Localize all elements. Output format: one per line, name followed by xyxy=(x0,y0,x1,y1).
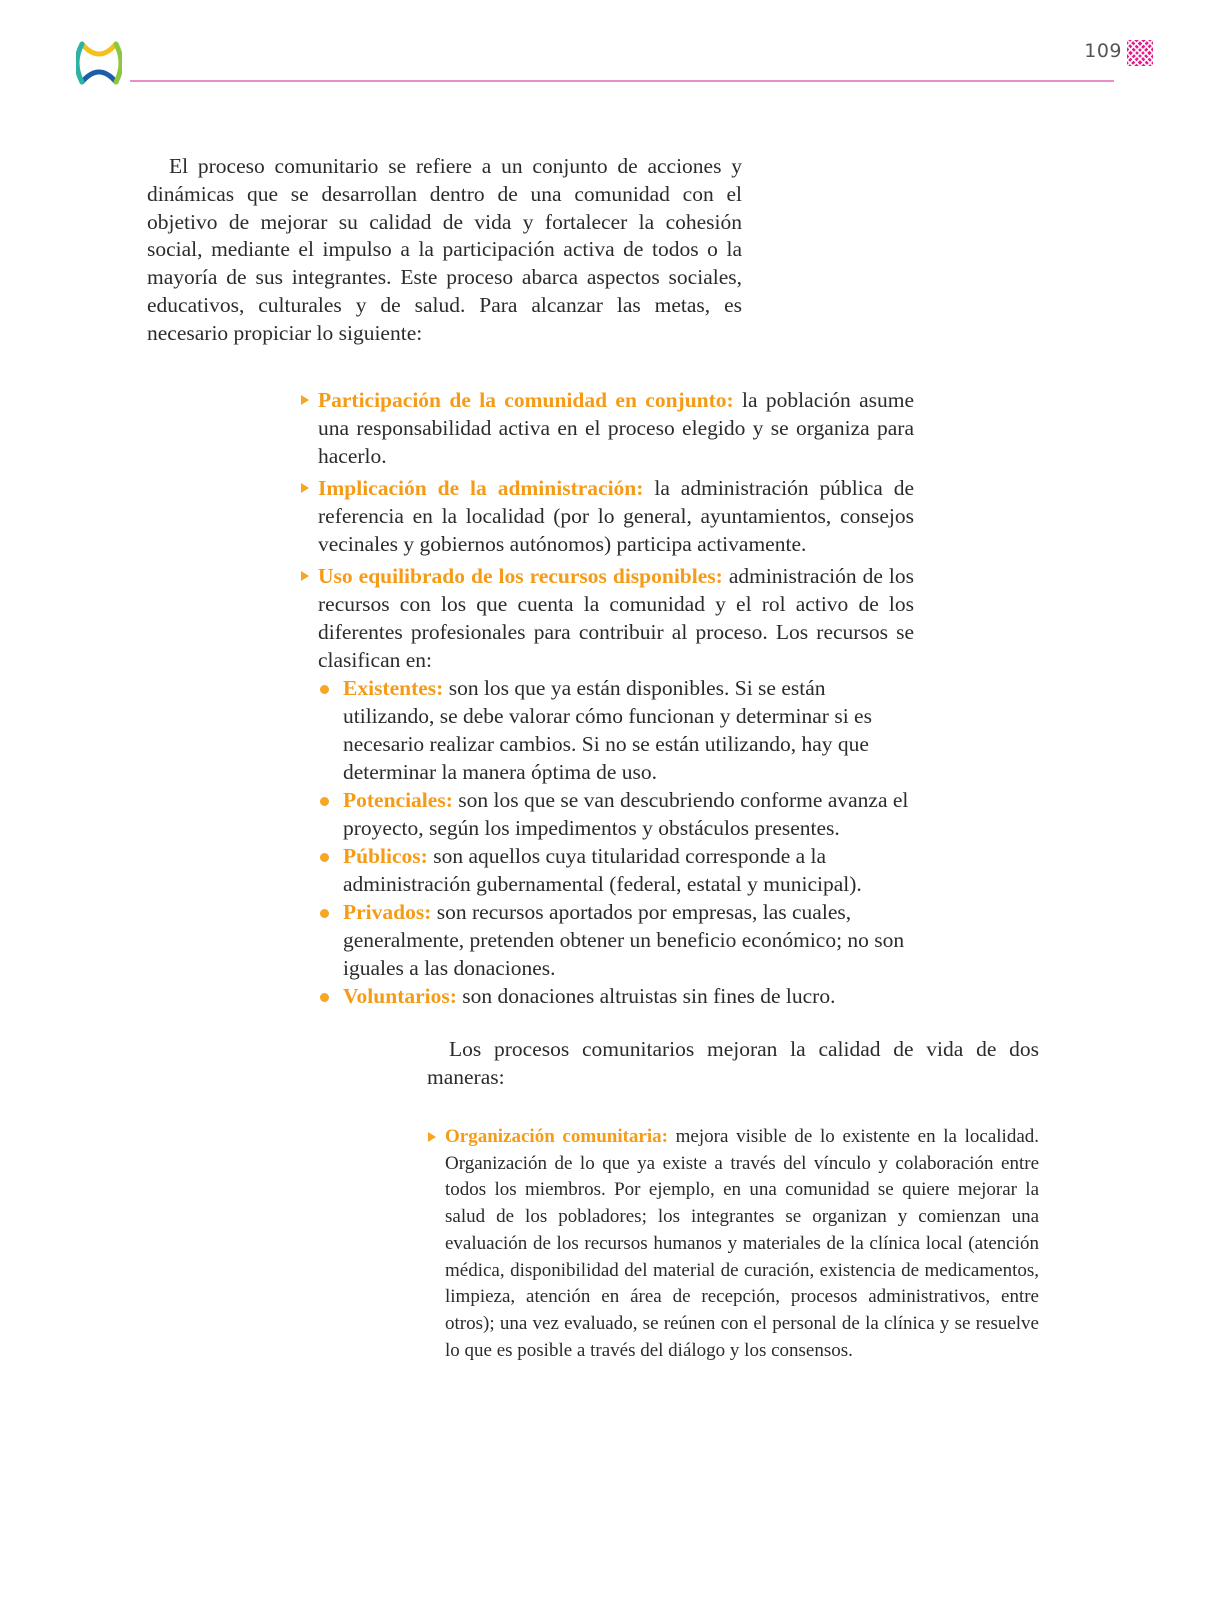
item-term: Públicos: xyxy=(343,844,428,868)
list-item xyxy=(300,562,914,1010)
resources-list xyxy=(318,674,914,1010)
triangle-bullet-icon xyxy=(428,1132,436,1142)
list-item xyxy=(318,898,914,982)
list-item xyxy=(318,786,914,842)
item-term: Implicación de la administración: xyxy=(318,476,644,500)
item-term: Uso equilibrado de los recursos disponibles: xyxy=(318,564,723,588)
item-text: mejora visible de lo existente en la localidad. Organización de lo que ya existe a través del vínculo y colaboración entre todos los miembros. Por ejemplo, en una comunidad se quiere mejorar la salud de los pobladores; los integrantes se organizan y comienzan una evaluación de los recursos humanos y materiales de la clínica local (atención médica, disponibilidad del material de curación, existencia de medicamentos, limpieza, atención en área de recepción, procesos administrativos, entre otros); una vez evaluado, se reúnen con el personal de la clínica y se resuelve lo que es posible a través del diálogo y los consensos. xyxy=(445,1126,1040,1361)
triangle-bullet-icon xyxy=(301,571,309,581)
page-number: 109 xyxy=(1084,40,1122,62)
header-rule xyxy=(130,80,1114,82)
triangle-bullet-icon xyxy=(301,483,309,493)
item-text: la administración pública de referencia en la localidad (por lo general, ayuntamientos, consejos vecinales y gobiernos autónomos) participa activamente. xyxy=(318,476,914,556)
item-term: Voluntarios: xyxy=(343,984,457,1008)
requirements-list xyxy=(300,386,914,1014)
item-term: Participación de la comunidad en conjunto: xyxy=(318,388,734,412)
list-item xyxy=(427,1124,1039,1364)
item-term: Organización comunitaria: xyxy=(445,1126,668,1147)
item-text: son los que ya están disponibles. Si se están utilizando, se debe valorar cómo funcionan y determinar si es necesario realizar cambios. Si no se están utilizando, hay que determinar la manera óptima de uso. xyxy=(343,676,872,784)
dot-bullet-icon xyxy=(320,993,329,1002)
intro-paragraph: El proceso comunitario se refiere a un conjunto de acciones y dinámicas que se desarrollan dentro de una comunidad con el objetivo de mejorar su calidad de vida y fortalecer la cohesión social, mediante el impulso a la participación activa de todos o la mayoría de sus integrantes. Este proceso abarca aspectos sociales, educativos, culturales y de salud. Para alcanzar las metas, es necesario propiciar lo siguiente: xyxy=(147,154,742,345)
community-logo-icon xyxy=(76,38,122,88)
list-item xyxy=(318,842,914,898)
item-term: Privados: xyxy=(343,900,432,924)
item-text: son los que se van descubriendo conforme avanza el proyecto, según los impedimentos y obstáculos presentes. xyxy=(343,788,909,840)
list-item xyxy=(300,474,914,558)
ways-list xyxy=(427,1124,1039,1364)
dot-bullet-icon xyxy=(320,685,329,694)
item-text: son aquellos cuya titularidad corresponde a la administración gubernamental (federal, estatal y municipal). xyxy=(343,844,862,896)
dot-bullet-icon xyxy=(320,909,329,918)
dot-bullet-icon xyxy=(320,853,329,862)
ways-intro-paragraph: Los procesos comunitarios mejoran la calidad de vida de dos maneras: xyxy=(427,1037,1039,1089)
item-text: administración de los recursos con los que cuenta la comunidad y el rol activo de los diferentes profesionales para contribuir al proceso. Los recursos se clasifican en: xyxy=(318,564,914,672)
item-text: la población asume una responsabilidad activa en el proceso elegido y se organiza para hacerlo. xyxy=(318,388,914,468)
list-item xyxy=(318,674,914,786)
item-term: Potenciales: xyxy=(343,788,453,812)
item-text: son donaciones altruistas sin fines de lucro. xyxy=(462,984,836,1008)
item-text: son recursos aportados por empresas, las cuales, generalmente, pretenden obtener un beneficio económico; no son iguales a las donaciones. xyxy=(343,900,905,980)
dot-bullet-icon xyxy=(320,797,329,806)
item-term: Existentes: xyxy=(343,676,444,700)
list-item xyxy=(300,386,914,470)
list-item xyxy=(318,982,914,1010)
pink-pattern-icon xyxy=(1127,40,1153,66)
triangle-bullet-icon xyxy=(301,395,309,405)
